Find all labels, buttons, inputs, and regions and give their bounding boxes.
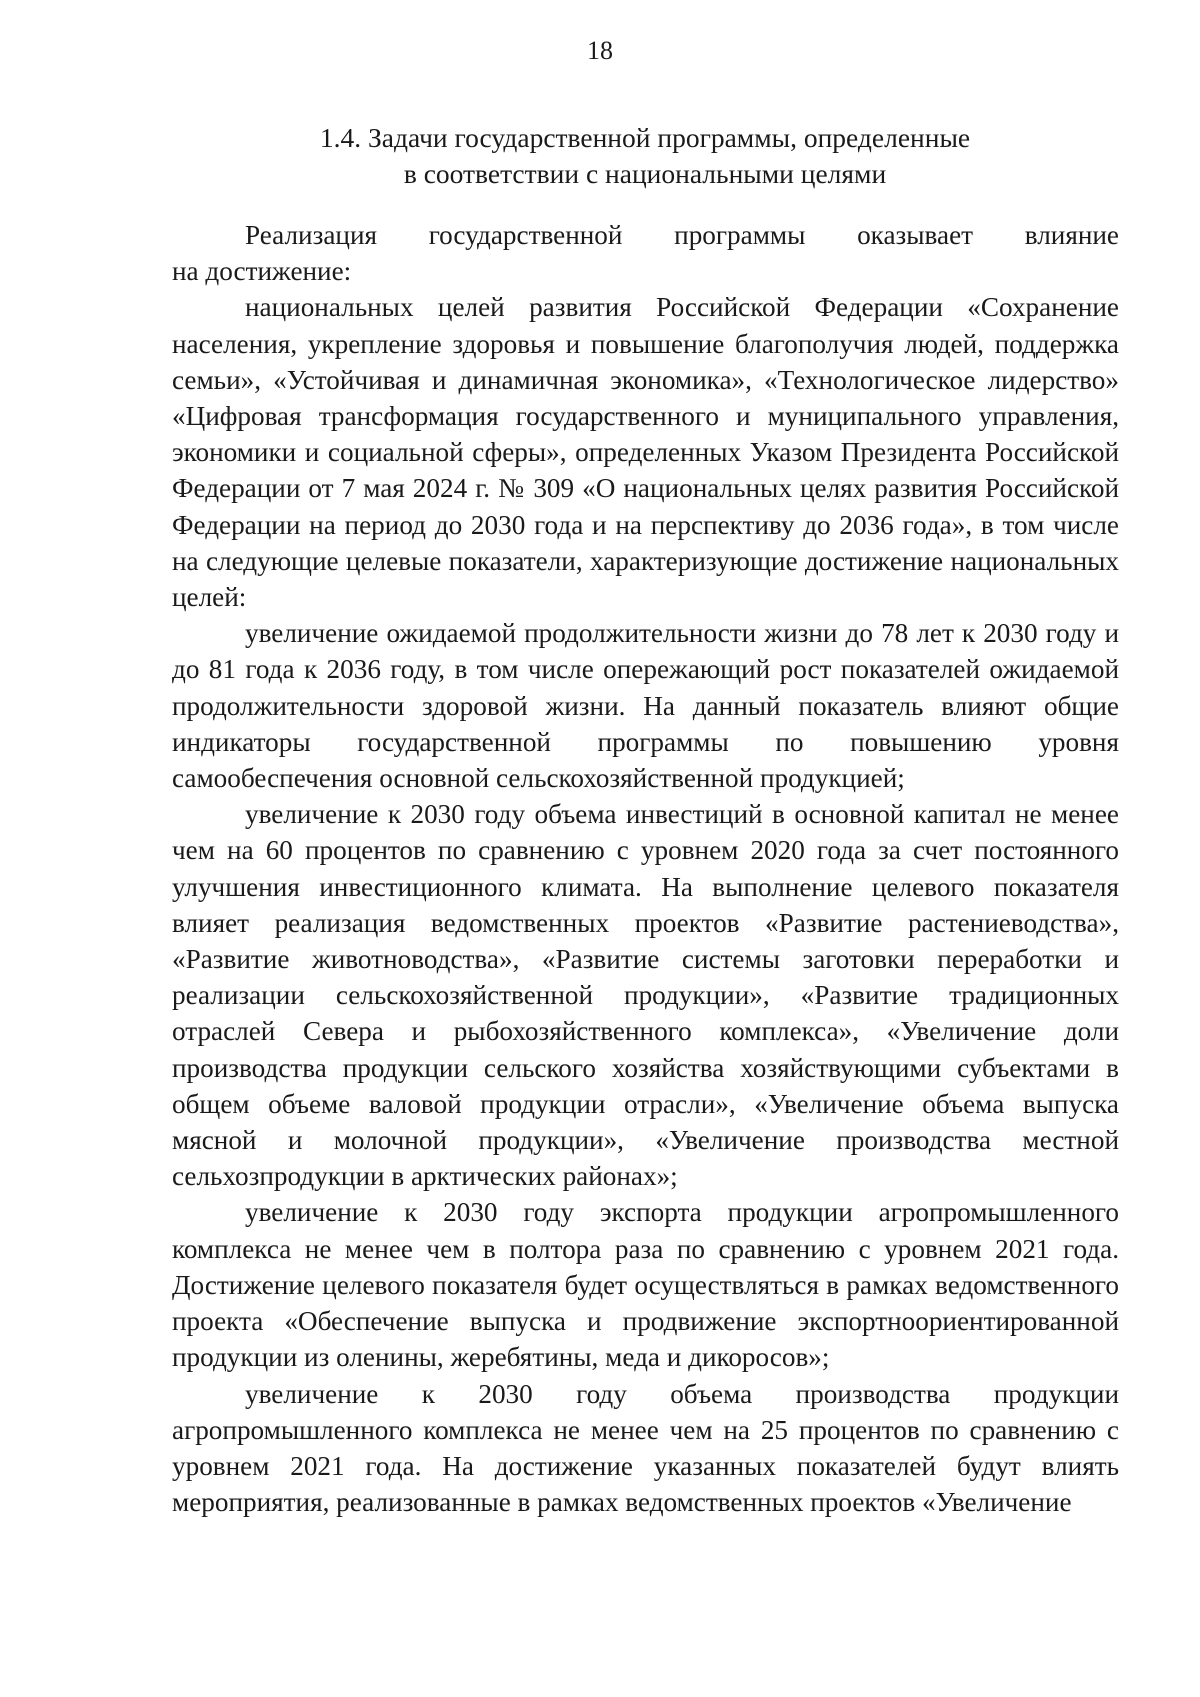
paragraph-investment: увеличение к 2030 году объема инвестиций в основной капитал не менее чем на 60 процентов по сравнению с уровнем 2020 года за счет постоянного улучшения инвестиционного климата. На выполнение целевого показателя влияет реализация ведомственных проектов «Развитие растениеводства», «Развитие животноводства», «Развитие системы заготовки переработки и реализации сельскохозяйственной продукции», «Развитие традиционных отраслей Севера и рыбохозяйственного комплекса», «Увеличение доли производства продукции сельского хозяйства хозяйствующими субъектами в общем объеме валовой продукции отрасли», «Увеличение объема выпуска мясной и молочной продукции», «Увеличение производства местной сельхозпродукции в арктических районах»;: [172, 799, 1119, 1192]
paragraph-national-goals: национальных целей развития Российской Федерации «Сохранение населения, укрепление здоровья и повышение благополучия людей, поддержка семьи», «Устойчивая и динамичная экономика», «Технологическое лидерство» «Цифровая трансформация государственного и муниципального управления, экономики и социальной сферы», определенных Указом Президента Российской Федерации от 7 мая 2024 г. № 309 «О национальных целях развития Российской Федерации на период до 2030 года и на перспективу до 2036 года», в том числе на следующие целевые показатели, характеризующие достижение национальных целей:: [172, 292, 1119, 613]
section-heading-line-2: в соответствии с национальными целями: [403, 158, 887, 189]
paragraph-life-expectancy: увеличение ожидаемой продолжительности жизни до 78 лет к 2030 году и до 81 года к 2036 году, в том числе опережающий рост показателей ожидаемой продолжительности здоровой жизни. На данный показатель влияют общие индикаторы государственной программы по повышению уровня самообеспечения основной сельскохозяйственной продукцией;: [172, 618, 1119, 794]
section-heading: [160, 120, 1130, 192]
intro-paragraph-line-2: на достижение:: [172, 256, 352, 287]
paragraph-export: увеличение к 2030 году экспорта продукции агропромышленного комплекса не менее чем в полтора раза по сравнению с уровнем 2021 года. Достижение целевого показателя будет осуществляться в рамках ведомственного проекта «Обеспечение выпуска и продвижение экспортноориентированной продукции из оленины, жеребятины, меда и дикоросов»;: [172, 1197, 1119, 1373]
section-heading-line-1: 1.4. Задачи государственной программы, определенные: [319, 122, 971, 153]
paragraph-production: увеличение к 2030 году объема производства продукции агропромышленного комплекса не менее чем на 25 процентов по сравнению с уровнем 2021 года. На достижение указанных показателей будут влиять мероприятия, реализованные в рамках ведомственных проектов «Увеличение: [172, 1378, 1119, 1518]
intro-paragraph-line-1: Реализация государственной программы оказывает влияние: [245, 220, 1119, 250]
document-body: [172, 217, 1119, 1520]
page-number: 18: [587, 36, 613, 65]
